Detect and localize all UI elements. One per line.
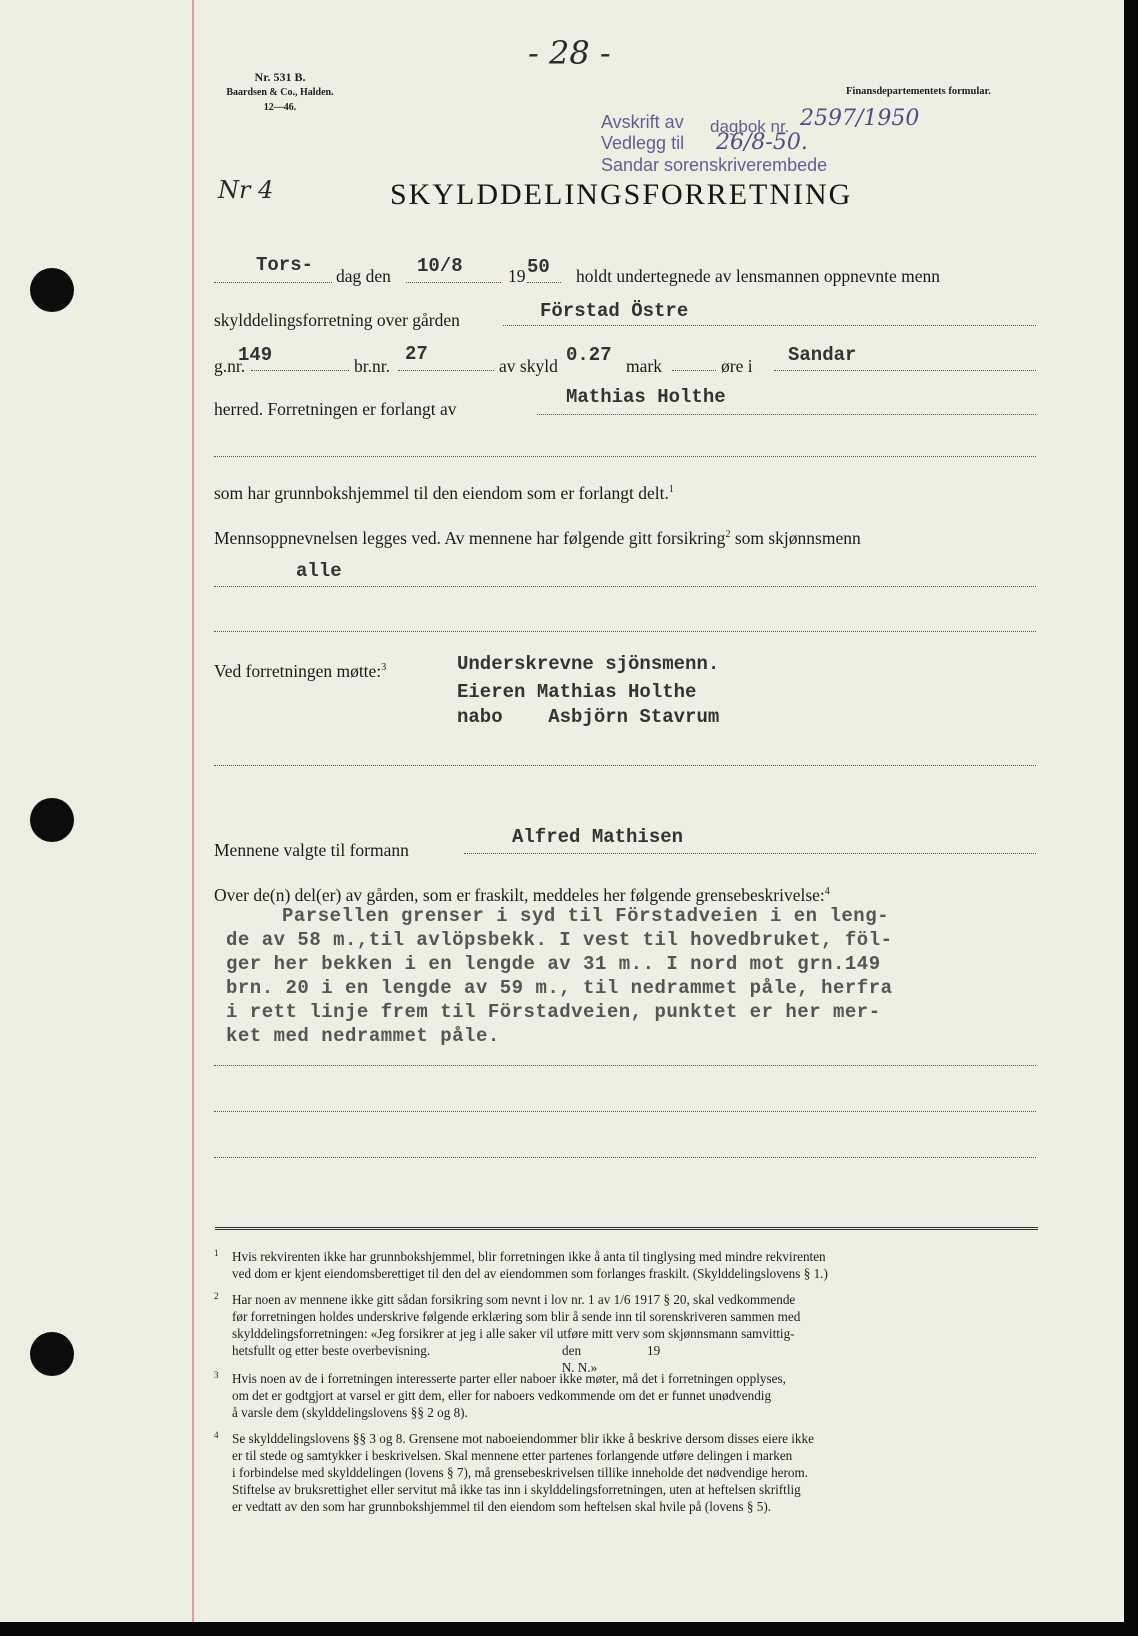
footnote-separator [215,1227,1038,1230]
footnote-line: hetsfullt og etter beste overbevisning. den 19 [232,1343,661,1358]
dotted-line [214,456,1036,457]
grense-label: Over de(n) del(er) av gården, som er fraskilt, meddeles her følgende grensebeskrivelse:$^4$ [214,885,830,905]
dotted-line [214,1065,1036,1066]
mott-text: Ved forretningen møtte: [214,661,382,681]
bnr-typed: 27 [405,343,428,365]
dotted-line [774,370,1036,371]
footnote-number: 1 [214,1248,219,1258]
date-typed: 10/8 [417,255,463,277]
punch-hole [30,798,74,842]
stamp-line-3: Sandar sorenskriverembede [601,155,828,175]
footnote-line: Hvis noen av de i forretningen interesserte parter eller naboer ikke møter, må det i forretningen opplyses, [232,1371,786,1386]
attendee-line: Underskrevne sjönsmenn. [457,653,720,675]
dag-den-label: dag den [336,266,391,286]
footnote-line: N. N.» [232,1360,598,1375]
stamp-date: 26/8-50. [716,130,808,155]
footnote-line: ved dom er kjent eiendomsberettiget til den del av eiendommen som forlanges fraskilt. (Skylddelingslovens § 1.) [232,1266,828,1281]
year-typed: 50 [527,256,550,278]
boundary-line: ger her bekken i en lengde av 31 m.. I nord mot grn.149 [226,953,881,975]
punch-hole [30,1332,74,1376]
gnr-typed: 149 [238,344,273,366]
stamp-journal-number: 2597/1950 [800,106,920,131]
boundary-line: brn. 20 i en lengde av 59 m., til nedrammet påle, herfra [226,977,893,999]
dotted-line [398,370,494,371]
skyld-label: av skyld [499,356,558,376]
mennsopp-text: Mennsoppnevnelsen legges ved. Av mennene har følgende gitt forsikring [214,528,726,548]
stamp-line-2: Vedlegg til [601,133,685,153]
attendee-line: Eieren Mathias Holthe [457,681,697,703]
dotted-line [214,282,332,283]
page-title: SKYLDDELINGSFORRETNING [390,178,853,211]
mott-label: Ved forretningen møtte:$^3$ [214,661,387,681]
dotted-line [406,282,501,283]
dotted-line [503,325,1036,326]
form-number: Nr. 531 B. [254,70,306,84]
footnote-line: Se skylddelingslovens §§ 3 og 8. Grensene mot naboeiendommer blir ikke å beskrive dersom disses eiere ikke [232,1431,814,1446]
page-number: - 28 - [528,34,611,72]
mark-label: mark [626,356,662,376]
boundary-line: ket med nedrammet påle. [226,1025,500,1047]
mennsopp-end-text: som skjønnsmenn [734,528,861,548]
dotted-line [527,282,561,283]
punch-hole [30,268,74,312]
grense-text: Over de(n) del(er) av gården, som er fraskilt, meddeles her følgende grensebeskrivelse: [214,885,825,905]
mennsoppnevnelse-statement: Mennsoppnevnelsen legges ved. Av mennene har følgende gitt forsikring$^2$ som skjønnsmenn [214,528,861,548]
footnote-line: å varsle dem (skylddelingslovens §§ 2 og 8). [232,1405,468,1420]
farm-label: skylddelingsforretning over gården [214,310,460,330]
dotted-line [214,1157,1036,1158]
farm-typed: Förstad Östre [540,300,689,322]
grunnbok-statement: som har grunnbokshjemmel til den eiendom som er forlangt delt.$^1$ [214,483,674,503]
boundary-line: de av 58 m.,til avlöpsbekk. I vest til hovedbruket, föl- [226,929,893,951]
attendee-line: nabo Asbjörn Stavrum [457,706,720,728]
footnote-line: før forretningen holdes underskrive følgende erklæring som blir å sende inn til sorenskriveren sammen med [232,1309,801,1324]
ore-label: øre i [721,356,753,376]
boundary-line: i rett linje frem til Förstadveien, punktet er her mer- [226,1001,881,1023]
skyld-typed: 0.27 [566,344,612,366]
footnote-line: er vedtatt av den som har grunnbokshjemmel til den eiendom som heftelsen skal hvile på (lovens § 5). [232,1499,772,1514]
footnote-number: 4 [214,1430,219,1440]
footnote-line: skylddelingsforretningen: «Jeg forsikrer at jeg i alle saker vil utføre mitt verv som skjønnsmann samvittig- [232,1326,795,1341]
year-prefix: 19 [508,266,526,286]
print-date: 12—46. [263,102,297,113]
stamp-line-1: Avskrift av [601,112,684,132]
footnote-line: i forbindelse med skylddelingen (lovens § 7), må grensebeskrivelsen tillike inneholde det nødvendige herom. [232,1465,809,1480]
dotted-line [537,414,1036,415]
margin-handwritten-mark: Nr 4 [218,176,274,204]
dotted-line [251,370,349,371]
dotted-line [214,1111,1036,1112]
dotted-line [672,370,716,371]
stamp-line-1b: dagbok nr. [710,117,790,136]
footnote-line: Hvis rekvirenten ikke har grunnbokshjemmel, blir forretningen ikke å anta til tinglysing med mindre rekvirenten [232,1249,826,1264]
formann-label: Mennene valgte til formann [214,840,409,860]
weekday-typed: Tors- [256,254,314,276]
forsikring-typed: alle [296,560,342,582]
requested-by-label: herred. Forretningen er forlangt av [214,399,457,419]
formann-typed: Alfred Mathisen [512,826,684,848]
printer-name: Baardsen & Co., Halden. [226,87,334,98]
footnote-line: er til stede og samtykker i beskrivelsen. Skal mennene etter partenes forlangende utføre delingen i marken [232,1448,793,1463]
held-by-label: holdt undertegnede av lensmannen oppnevnte menn [576,266,940,286]
footnote-line: Stiftelse av bruksrettighet eller servitut må ikke tas inn i skylddelingsforretningen, uten at heftelsen skriftlig [232,1482,801,1497]
form-header [210,70,350,115]
footnote-line: Har noen av mennene ikke gitt sådan forsikring som nevnt i lov nr. 1 av 1/6 1917 § 20, skal vedkommende [232,1292,796,1307]
herred-typed: Sandar [788,344,857,366]
dotted-line [464,853,1036,854]
bnr-label: br.nr. [354,356,390,376]
margin-line [192,0,194,1622]
footnote-number: 2 [214,1291,219,1301]
gnr-label: g.nr. [214,356,246,376]
footnote-line: om det er godtgjort at varsel er gitt dem, eller for naboers vedkommende om det er funnet unødvendig [232,1388,772,1403]
boundary-line: Parsellen grenser i syd til Förstadveien i en leng- [282,905,889,927]
ministry-form-label: Finansdepartementets formular. [846,86,991,97]
requester-typed: Mathias Holthe [566,386,726,408]
dotted-line [214,586,1036,587]
footnote-number: 3 [214,1370,219,1380]
dotted-line [214,765,1036,766]
dotted-line [214,631,1036,632]
grunnbok-text: som har grunnbokshjemmel til den eiendom som er forlangt delt. [214,483,669,503]
